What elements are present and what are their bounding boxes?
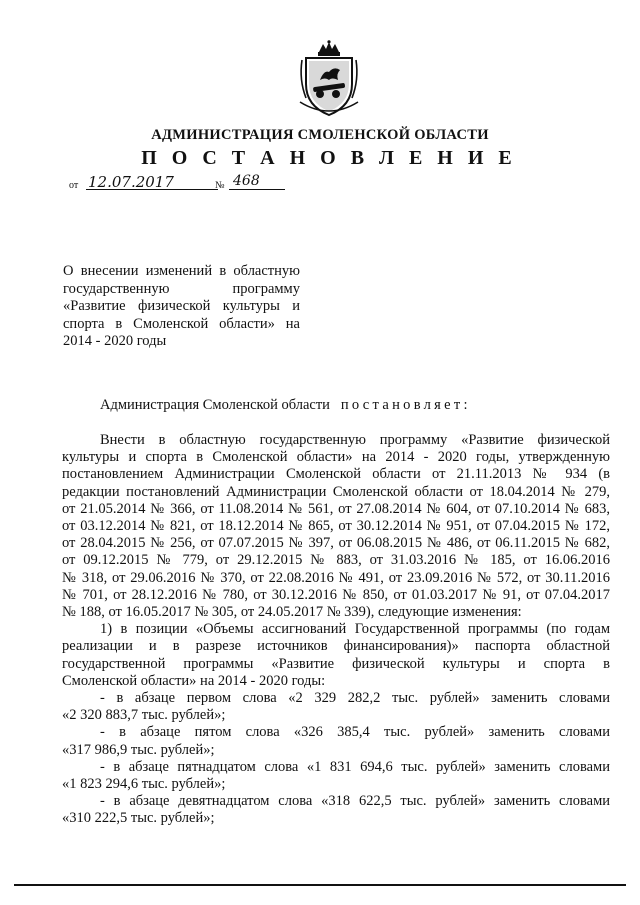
decree-intro xyxy=(100,397,471,414)
body-line: от 21.05.2014 № 366, от 11.08.2014 № 561, от 27.08.2014 № 604, от 07.10.2014 № 683, xyxy=(62,500,610,517)
body-line: - в абзаце девятнадцатом слова «318 622,5 тыс. рублей» заменить словами xyxy=(100,793,610,810)
decree-intro-keyword: постановляет: xyxy=(340,397,471,413)
number-label: № xyxy=(215,180,225,191)
coat-of-arms-emblem xyxy=(298,40,360,118)
organization-title: АДМИНИСТРАЦИЯ СМОЛЕНСКОЙ ОБЛАСТИ xyxy=(151,127,489,143)
body-line: Внести в областную государственную программу «Развитие физической xyxy=(100,432,610,448)
date-number-line xyxy=(69,174,289,194)
subject-line: О внесении изменений в областную xyxy=(63,263,300,279)
decree-intro-text: Администрация Смоленской области xyxy=(100,397,330,413)
body-line: постановлением Администрации Смоленской области от 21.11.2013 № 934 (в xyxy=(62,466,610,483)
body-line: от 09.12.2015 № 779, от 29.12.2015 № 883, от 31.03.2016 № 185, от 16.06.2016 xyxy=(62,552,610,569)
subject-line: 2014 - 2020 годы xyxy=(63,333,167,349)
body-line: редакции постановлений Администрации Смоленской области от 18.04.2014 № 279, xyxy=(62,483,610,500)
subject-line: «Развитие физической культуры и xyxy=(63,298,300,314)
body-line: от 03.12.2014 № 821, от 18.12.2014 № 865, от 30.12.2014 № 951, от 07.04.2015 № 172, xyxy=(62,518,610,535)
body-line: «317 986,9 тыс. рублей»; xyxy=(62,741,215,758)
page-bottom-rule xyxy=(14,884,626,886)
body-line: 1) в позиции «Объемы ассигнований Государственной программы (по годам xyxy=(100,621,610,638)
document-date: 12.07.2017 xyxy=(86,173,218,190)
body-line: № 318, от 29.06.2016 № 370, от 22.08.2016 № 491, от 23.09.2016 № 572, от 30.11.2016 xyxy=(62,569,610,586)
subject-line: государственную программу xyxy=(63,280,300,297)
body-line: - в абзаце пятом слова «326 385,4 тыс. рублей» заменить словами xyxy=(100,724,610,741)
body-line: № 188, от 16.05.2017 № 305, от 24.05.2017 № 339), следующие изменения: xyxy=(62,604,522,621)
body-line: культуры и спорта в Смоленской области» на 2014 - 2020 годы, утвержденную xyxy=(62,449,610,466)
body-line: - в абзаце пятнадцатом слова «1 831 694,6 тыс. рублей» заменить словами xyxy=(100,758,610,775)
body-line: «2 320 883,7 тыс. рублей»; xyxy=(62,707,226,724)
body-line: от 28.04.2015 № 256, от 07.07.2015 № 397, от 06.08.2015 № 486, от 06.11.2015 № 682, xyxy=(62,535,610,552)
subject-block xyxy=(63,263,300,351)
date-prefix: от xyxy=(69,180,79,191)
body-line: государственной программы «Развитие физической культуры и спорта в xyxy=(62,655,610,672)
body-line: - в абзаце первом слова «2 329 282,2 тыс. рублей» заменить словами xyxy=(100,690,610,707)
body-line: реализации и в разрезе источников финансирования)» паспорта областной xyxy=(62,638,610,655)
document-body xyxy=(62,432,610,828)
body-line: № 701, от 28.12.2016 № 780, от 30.12.2016 № 850, от 01.03.2017 № 91, от 07.04.2017 xyxy=(62,586,610,603)
subject-line: спорта в Смоленской области» на xyxy=(63,315,300,332)
body-line: Смоленской области» на 2014 - 2020 годы: xyxy=(62,672,326,689)
body-line: «1 823 294,6 тыс. рублей»; xyxy=(62,776,226,793)
document-type-heading: П О С Т А Н О В Л Е Н И Е xyxy=(141,147,517,169)
body-line: «310 222,5 тыс. рублей»; xyxy=(62,810,215,827)
document-number: 468 xyxy=(229,173,285,190)
